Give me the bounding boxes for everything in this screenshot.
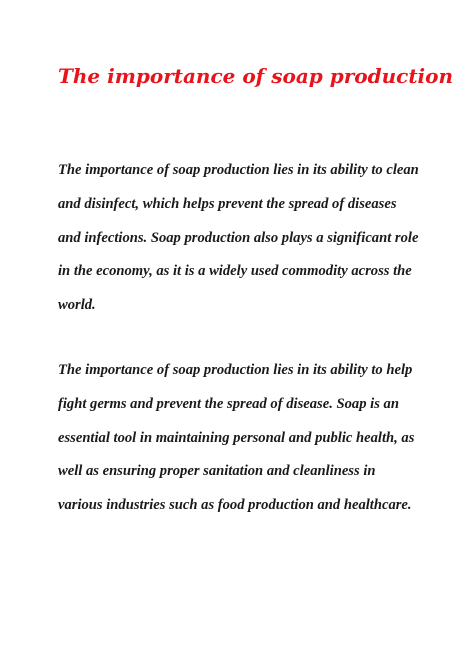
paragraph-2: The importance of soap production lies in its ability to help fight germs and prevent the spread of disease. Soap is an essential tool in maintaining personal and public health, as well as ensuring proper sanitation and cleanliness in various industries such as food production and healthcare. — [58, 362, 415, 514]
document-title: The importance of soap production — [58, 64, 454, 88]
paragraph-1: The importance of soap production lies in its ability to clean and disinfect, which helps prevent the spread of diseases and infections. Soap production also plays a significant role in the economy, as it is a widely used commodity across the world. — [58, 162, 419, 314]
